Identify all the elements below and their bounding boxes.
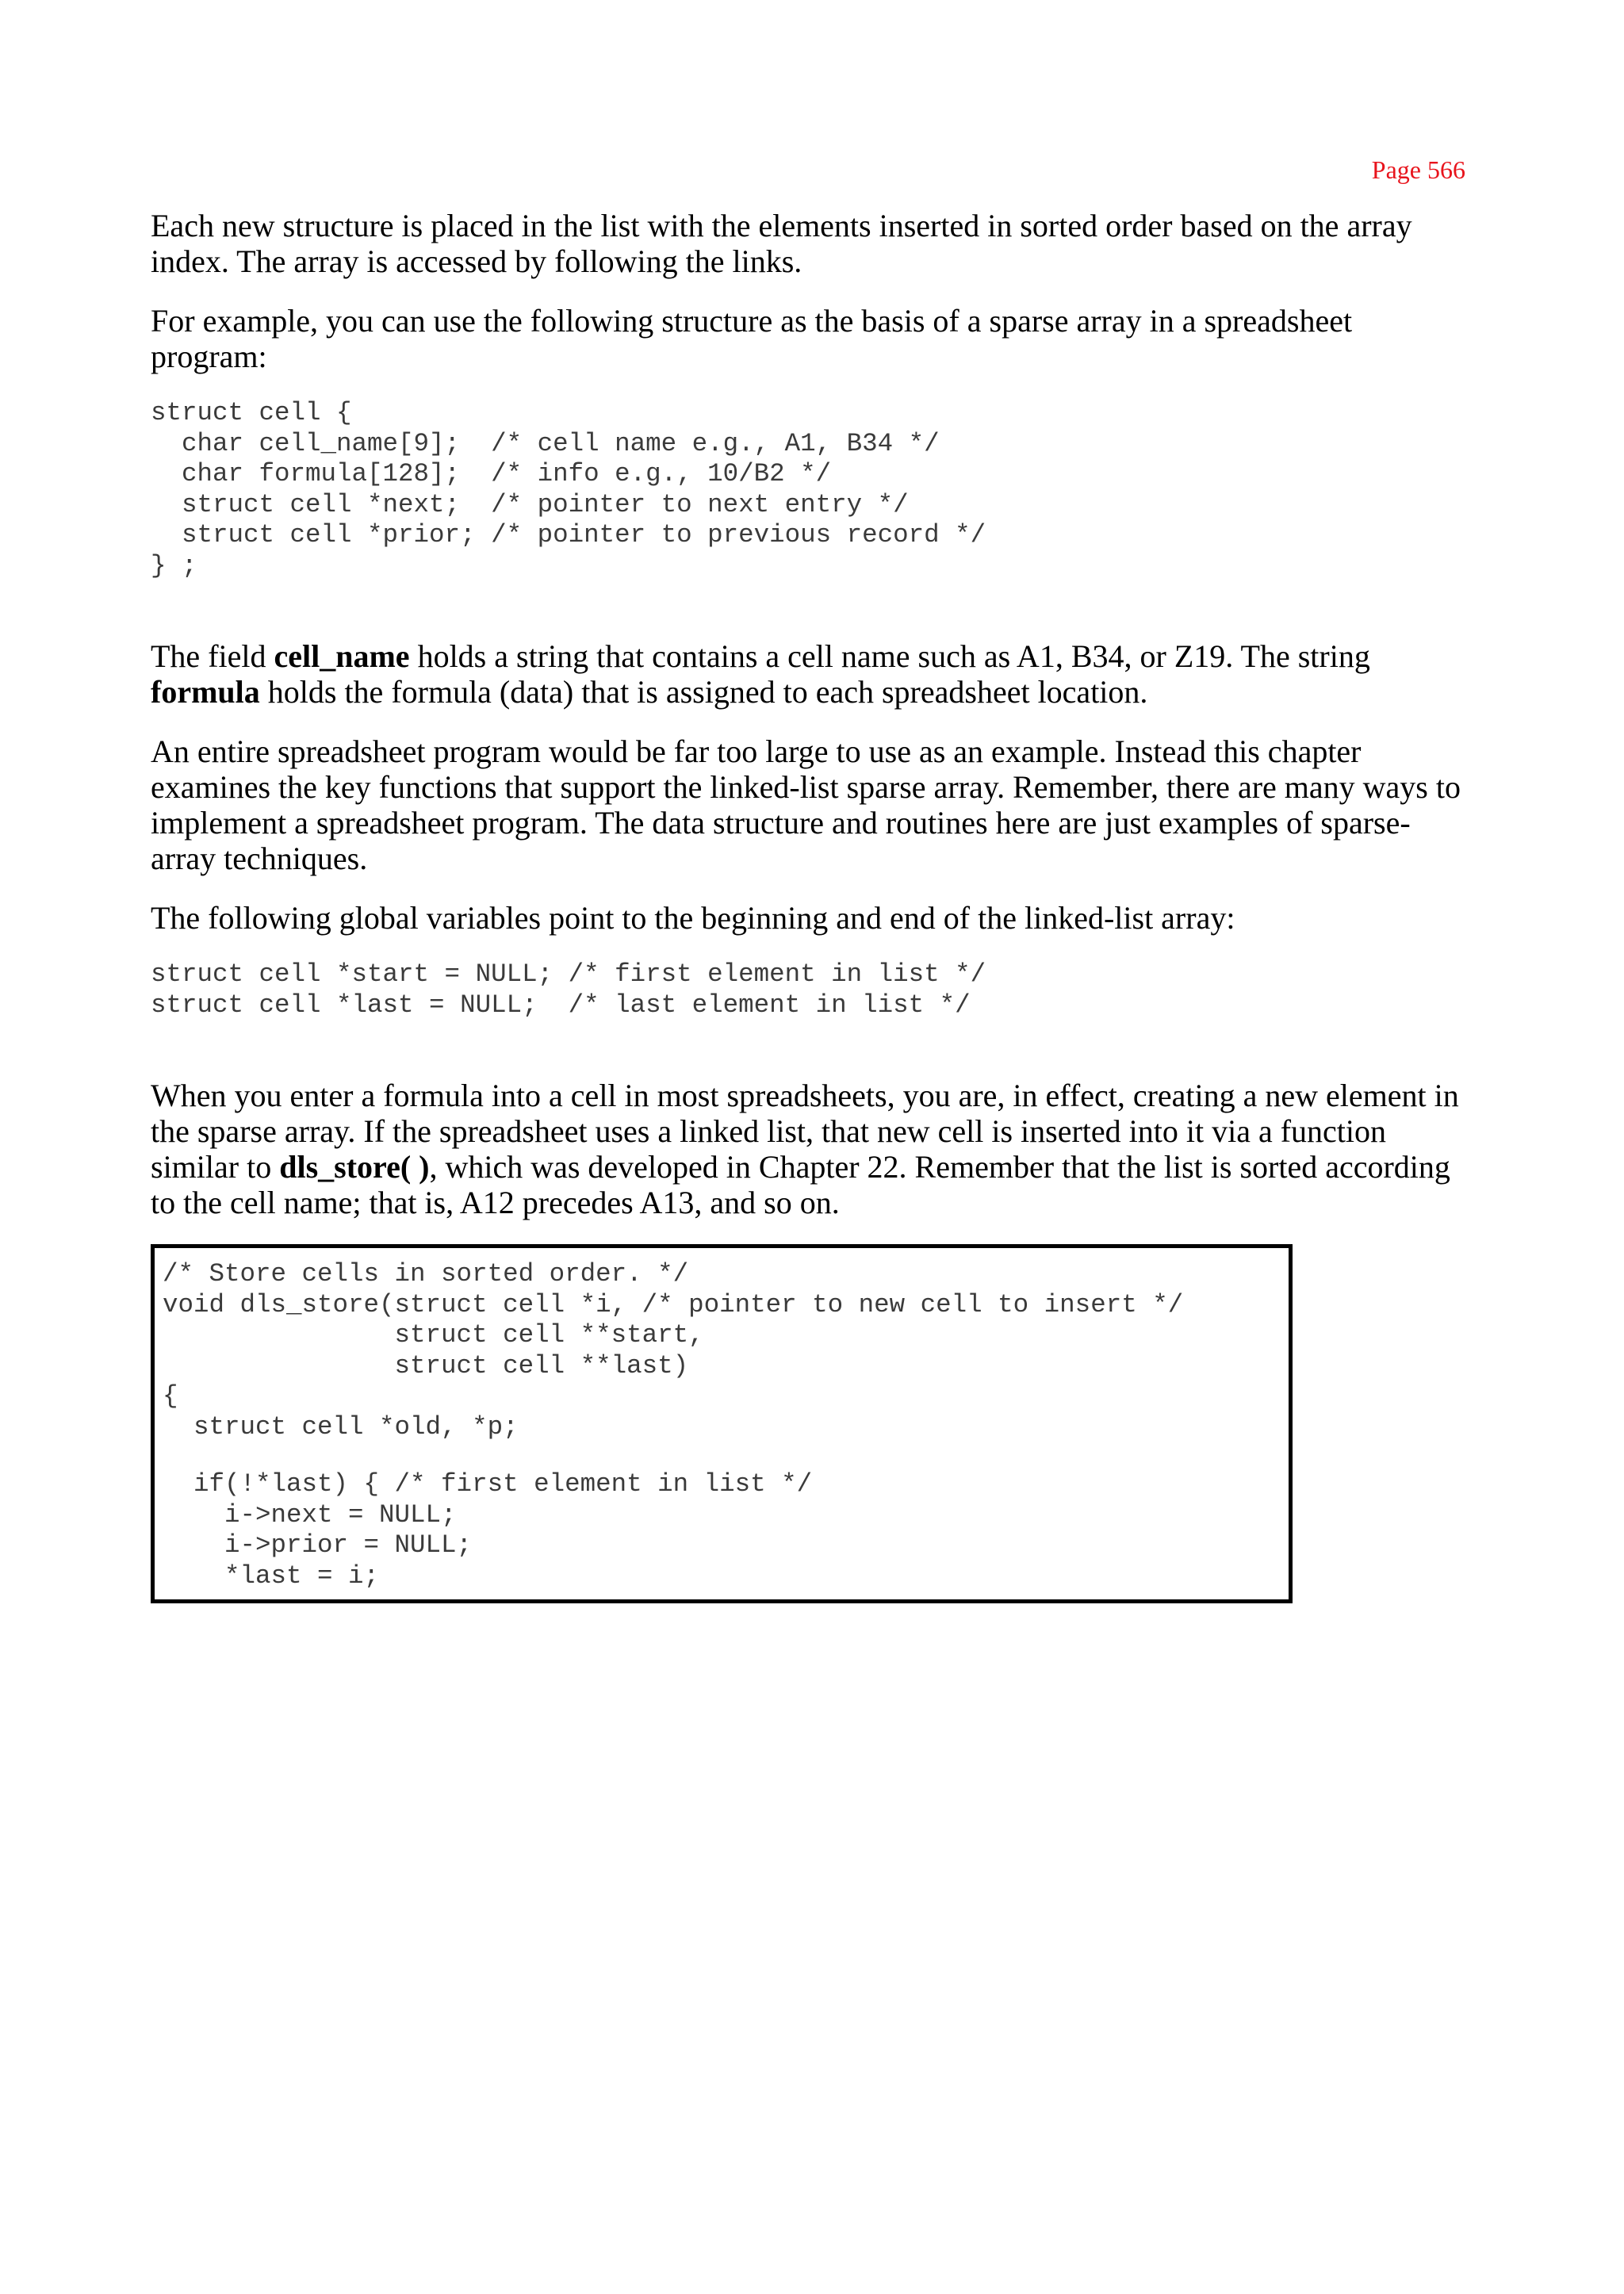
page-number: Page 566: [1371, 155, 1465, 184]
code-global-variables: struct cell *start = NULL; /* first element in list */ struct cell *last = NULL; /* last element in list */: [151, 959, 986, 1020]
text-run: The field: [151, 638, 274, 674]
term-formula: formula: [151, 674, 260, 710]
paragraph-sorted-insert: Each new structure is placed in the list with the elements inserted in sorted order based on the array index. The array is accessed by following the links.: [151, 208, 1412, 279]
paragraph-example-intro: For example, you can use the following structure as the basis of a sparse array in a spreadsheet program:: [151, 303, 1353, 374]
code-gap: [163, 1442, 1289, 1469]
code-box-dls-store: [151, 1244, 1293, 1603]
page-content: [151, 208, 1467, 1603]
text-run: holds a string that contains a cell name such as A1, B34, or Z19. The string: [409, 638, 1370, 674]
spacer: [151, 581, 1467, 638]
paragraph-spreadsheet-scope: An entire spreadsheet program would be far too large to use as an example. Instead this chapter examines the key functions that support the linked-list sparse array. Remember, there are many ways to implement a spreadsheet program. The data structure and routines here are just examples of sparse-array techniques.: [151, 733, 1461, 876]
paragraph-globals-intro: The following global variables point to the beginning and end of the linked-list array:: [151, 900, 1235, 936]
text-run: , which was developed in Chapter 22. Remember that the list is sorted according to the cell name; that is, A12 precedes A13, and so on.: [151, 1149, 1450, 1220]
term-cell-name: cell_name: [274, 638, 410, 674]
paragraph-field-description: [151, 638, 1467, 710]
code-dls-store-header: /* Store cells in sorted order. */ void dls_store(struct cell *i, /* pointer to new cell to insert */ struct cell **start, struct cell **last) { struct cell *old, *p;: [163, 1259, 1184, 1442]
text-run: When you enter a formula into a cell in most spreadsheets, you are, in effect, creating a new element in the sparse array. If the spreadsheet uses a linked list, that new cell is inserted into it via a function similar to: [151, 1078, 1459, 1185]
spacer: [151, 1021, 1467, 1078]
paragraph-dls-store: [151, 1078, 1467, 1220]
text-run: holds the formula (data) that is assigned to each spreadsheet location.: [259, 674, 1148, 710]
term-dls-store: dls_store( ): [279, 1149, 430, 1185]
code-dls-store-body: if(!*last) { /* first element in list */ i->next = NULL; i->prior = NULL; *last = i;: [193, 1469, 813, 1591]
code-struct-cell: struct cell { char cell_name[9]; /* cell name e.g., A1, B34 */ char formula[128]; /* info e.g., 10/B2 */ struct cell *next; /* pointer to next entry */ struct cell *prior; /* pointer to previous record */ } ;: [151, 398, 986, 580]
